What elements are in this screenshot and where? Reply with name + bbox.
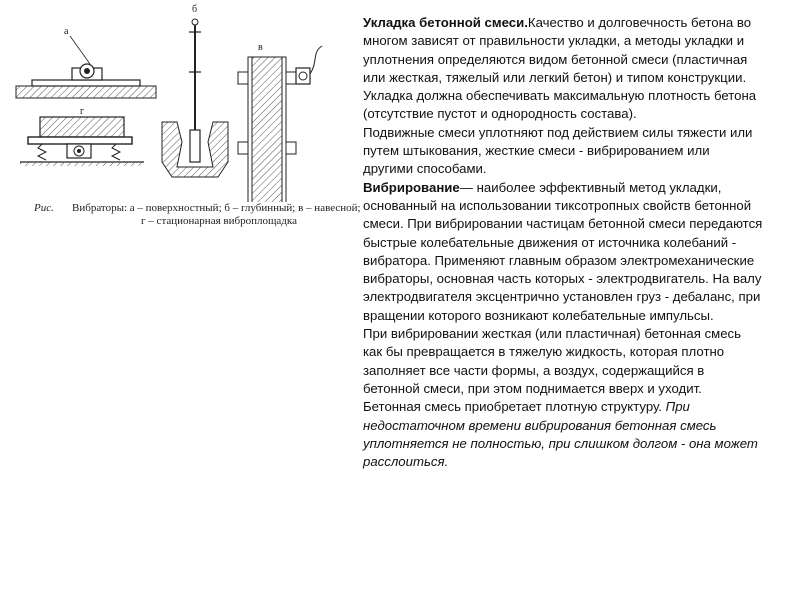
placement-body: Качество и долговечность бетона во многом зависят от правильности укладки, а методы укладки и уплотнения определяются видом бетонной смеси (пластичная или жесткая, тяжелый или легкий бетон) и типом конструкции. Укладка должна обеспечивать максимальную плотность бетона (отсутствие пустот и однородность состава). [363, 15, 757, 122]
caption-line-2: г – стационарная виброплощадка [141, 215, 297, 227]
body-text [363, 14, 763, 471]
label-v: в [258, 42, 263, 53]
heading-vibration: Вибрирование [363, 179, 460, 195]
vibration-body: — наиболее эффективный метод укладки, основанный на использовании тиксотропных свойств бетонной смеси. При вибрировании частицам бетонной смеси передаются быстрые колебательные движения от источника колебаний - вибратора. Применяют главным образом электромеханические вибраторы, основная часть которых - электродвигатель. На валу электродвигателя эксцентрично установлен груз - дебаланс, при вращении которого возникают колебательные импульсы. [363, 179, 763, 323]
vibrators-figure [12, 2, 361, 237]
caption-line-1: Вибраторы: а – поверхностный; б – глубинный; в – навесной; [72, 202, 361, 214]
label-a: а [64, 26, 69, 37]
vibro-platform [20, 106, 144, 166]
paragraph-vibration-effect [363, 325, 763, 471]
paragraph-placement [363, 14, 763, 124]
paragraph-vibration [363, 179, 763, 325]
figure-caption [34, 202, 364, 228]
vibration-warning: При недостаточном времени вибрирования бетонная смесь уплотняется не полностью, при слишком долгом - она может расслоиться. [363, 399, 758, 470]
vibration-effect-body: При вибрировании жесткая (или пластичная) бетонная смесь как бы превращается в тяжелую жидкость, которая плотно заполняет все части формы, а воздух, содержащийся в бетонной смеси, при этом поднимается вверх и уходит. Бетонная смесь приобретает плотную структуру. [363, 326, 742, 415]
heading-placement: Укладка бетонной смеси. [363, 15, 528, 30]
caption-prefix: Рис. [34, 202, 54, 214]
depth-vibrator [162, 4, 228, 177]
label-b: б [192, 4, 198, 15]
surface-vibrator [16, 26, 156, 98]
label-g: г [80, 106, 85, 117]
vibrators-drawing [12, 2, 352, 202]
paragraph-mobile-mixes: Подвижные смеси уплотняют под действием силы тяжести или путем штыкования, жесткие смеси - вибрированием или другими способами. [363, 124, 753, 177]
attached-vibrator [238, 42, 322, 202]
